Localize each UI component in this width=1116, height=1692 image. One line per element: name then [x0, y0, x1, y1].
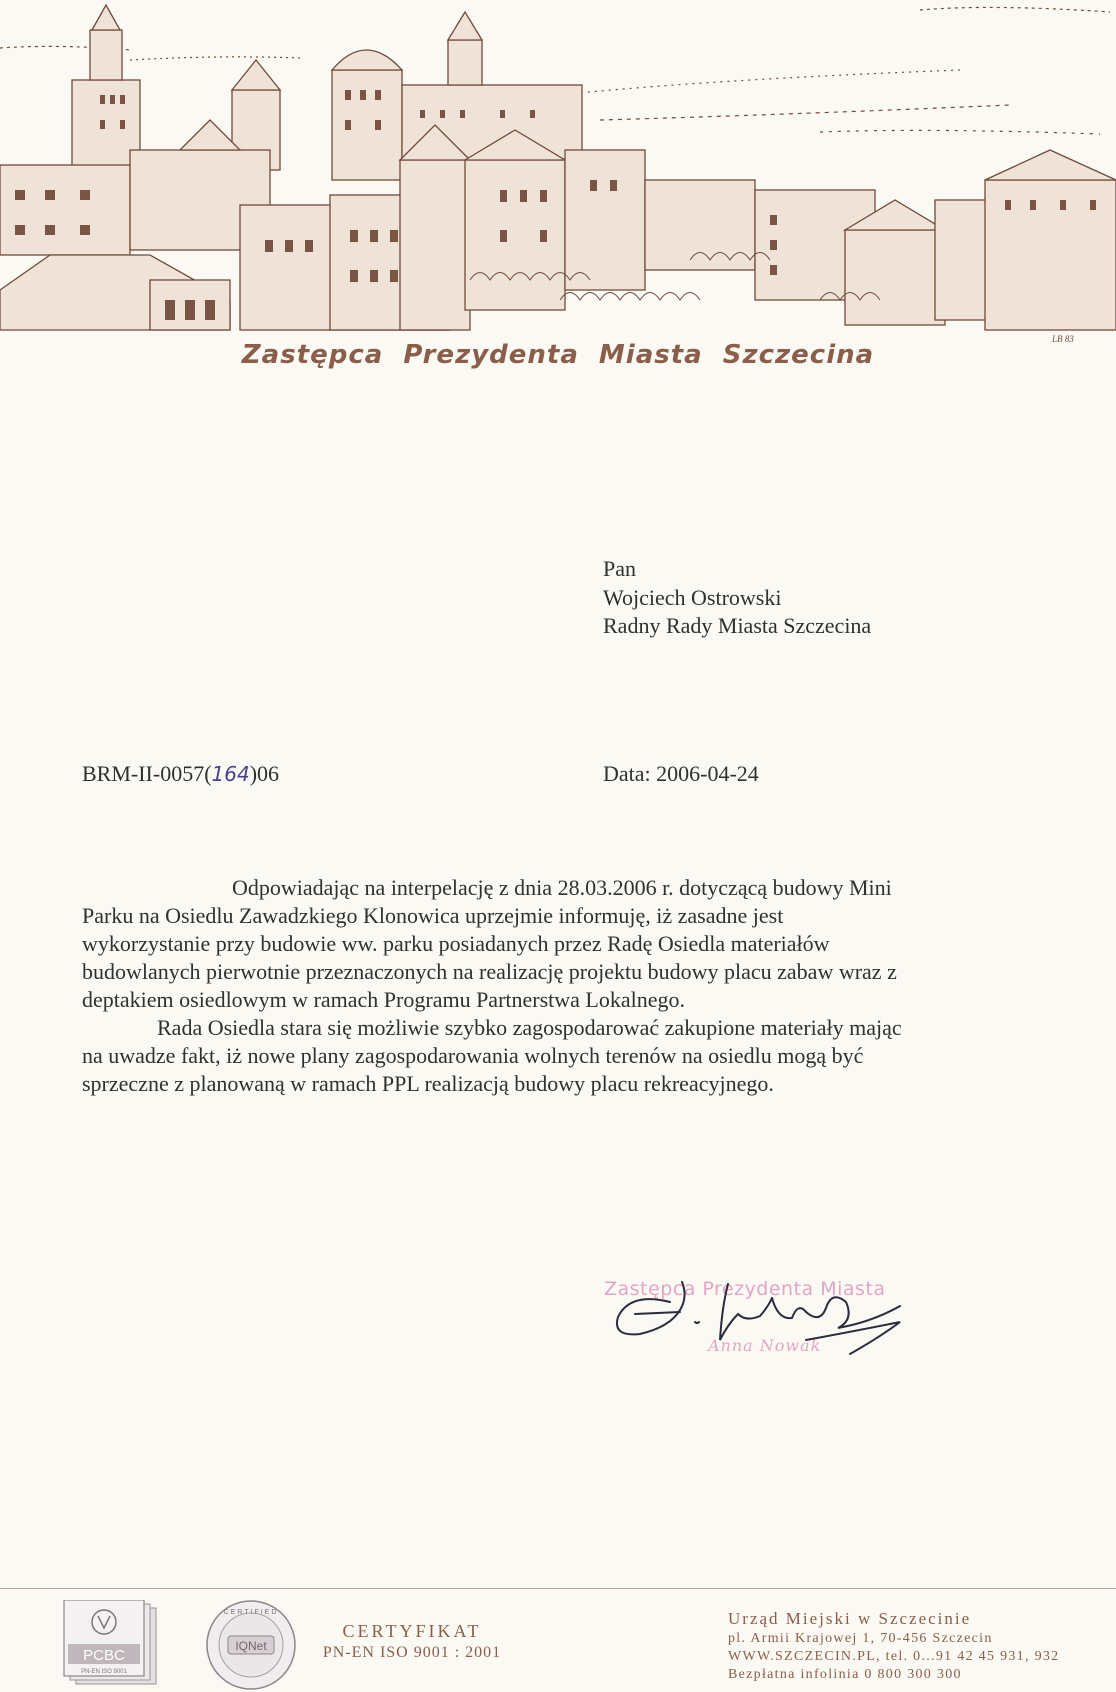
letter-date: Data: 2006-04-24	[603, 761, 759, 786]
reference-suffix: )06	[249, 761, 280, 786]
office-hotline: Bezpłatna infolinia 0 800 300 300	[728, 1667, 962, 1682]
pcbc-logo-text: PCBC	[83, 1647, 125, 1664]
letterhead-title: Zastępca Prezydenta Miasta Szczecina	[241, 340, 875, 370]
recipient-title: Radny Rady Miasta Szczecina	[603, 613, 872, 638]
body-line: sprzeczne z planowaną w ramach PPL realizacją budowy placu rekreacyjnego.	[82, 1071, 774, 1096]
certificate-standard: PN-EN ISO 9001 : 2001	[322, 1644, 502, 1661]
body-line: Parku na Osiedlu Zawadzkiego Klonowica uprzejmie informuję, iż zasadne jest	[82, 903, 784, 928]
reference-number	[82, 761, 279, 787]
letterhead-cityscape-illustration	[0, 0, 1116, 345]
body-line: na uwadze fakt, iż nowe plany zagospodarowania wolnych terenów na osiedlu mogą być	[82, 1043, 864, 1068]
reference-prefix: BRM-II-0057(	[82, 761, 212, 786]
certificate-label: CERTYFIKAT	[342, 1621, 482, 1641]
handwritten-signature	[610, 1262, 920, 1358]
office-contact-block	[728, 1608, 1059, 1684]
recipient-name: Wojciech Ostrowski	[603, 584, 782, 610]
body-line: deptakiem osiedlowym w ramach Programu Partnerstwa Lokalnego.	[82, 987, 686, 1012]
certificate-block	[312, 1620, 512, 1664]
office-address: pl. Armii Krajowej 1, 70-456 Szczecin	[728, 1631, 993, 1646]
body-line: Odpowiadając na interpelację z dnia 28.03.2006 r. dotyczącą budowy Mini	[232, 875, 892, 900]
pcbc-certification-logo	[62, 1600, 162, 1688]
recipient-block	[603, 555, 871, 641]
signature-stamp-title: Zastępca Prezydenta Miasta	[604, 1278, 886, 1300]
letter-body	[82, 874, 1022, 1098]
reference-handwritten-number: 164	[211, 762, 250, 786]
office-name: Urząd Miejski w Szczecinie	[728, 1609, 972, 1628]
recipient-salutation: Pan	[603, 556, 636, 581]
iqnet-certified-logo	[204, 1598, 298, 1692]
signature-stamp-name: Anna Nowak	[708, 1336, 822, 1355]
svg-text:PN-EN ISO 9001: PN-EN ISO 9001	[81, 1669, 127, 1675]
iqnet-logo-text: IQNet	[235, 1639, 267, 1653]
footer-divider	[0, 1588, 1116, 1589]
office-contact: WWW.SZCZECIN.PL, tel. 0...91 42 45 931, 932	[728, 1649, 1060, 1664]
body-line: Rada Osiedla stara się możliwie szybko zagospodarować zakupione materiały mając	[157, 1015, 902, 1040]
artist-monogram: LB 83	[1052, 334, 1074, 344]
svg-text:CERTIFIED: CERTIFIED	[223, 1609, 279, 1616]
body-line: wykorzystanie przy budowie ww. parku posiadanych przez Radę Osiedla materiałów	[82, 931, 830, 956]
body-line: budowlanych pierwotnie przeznaczonych na realizację projektu budowy placu zabaw wraz z	[82, 959, 897, 984]
